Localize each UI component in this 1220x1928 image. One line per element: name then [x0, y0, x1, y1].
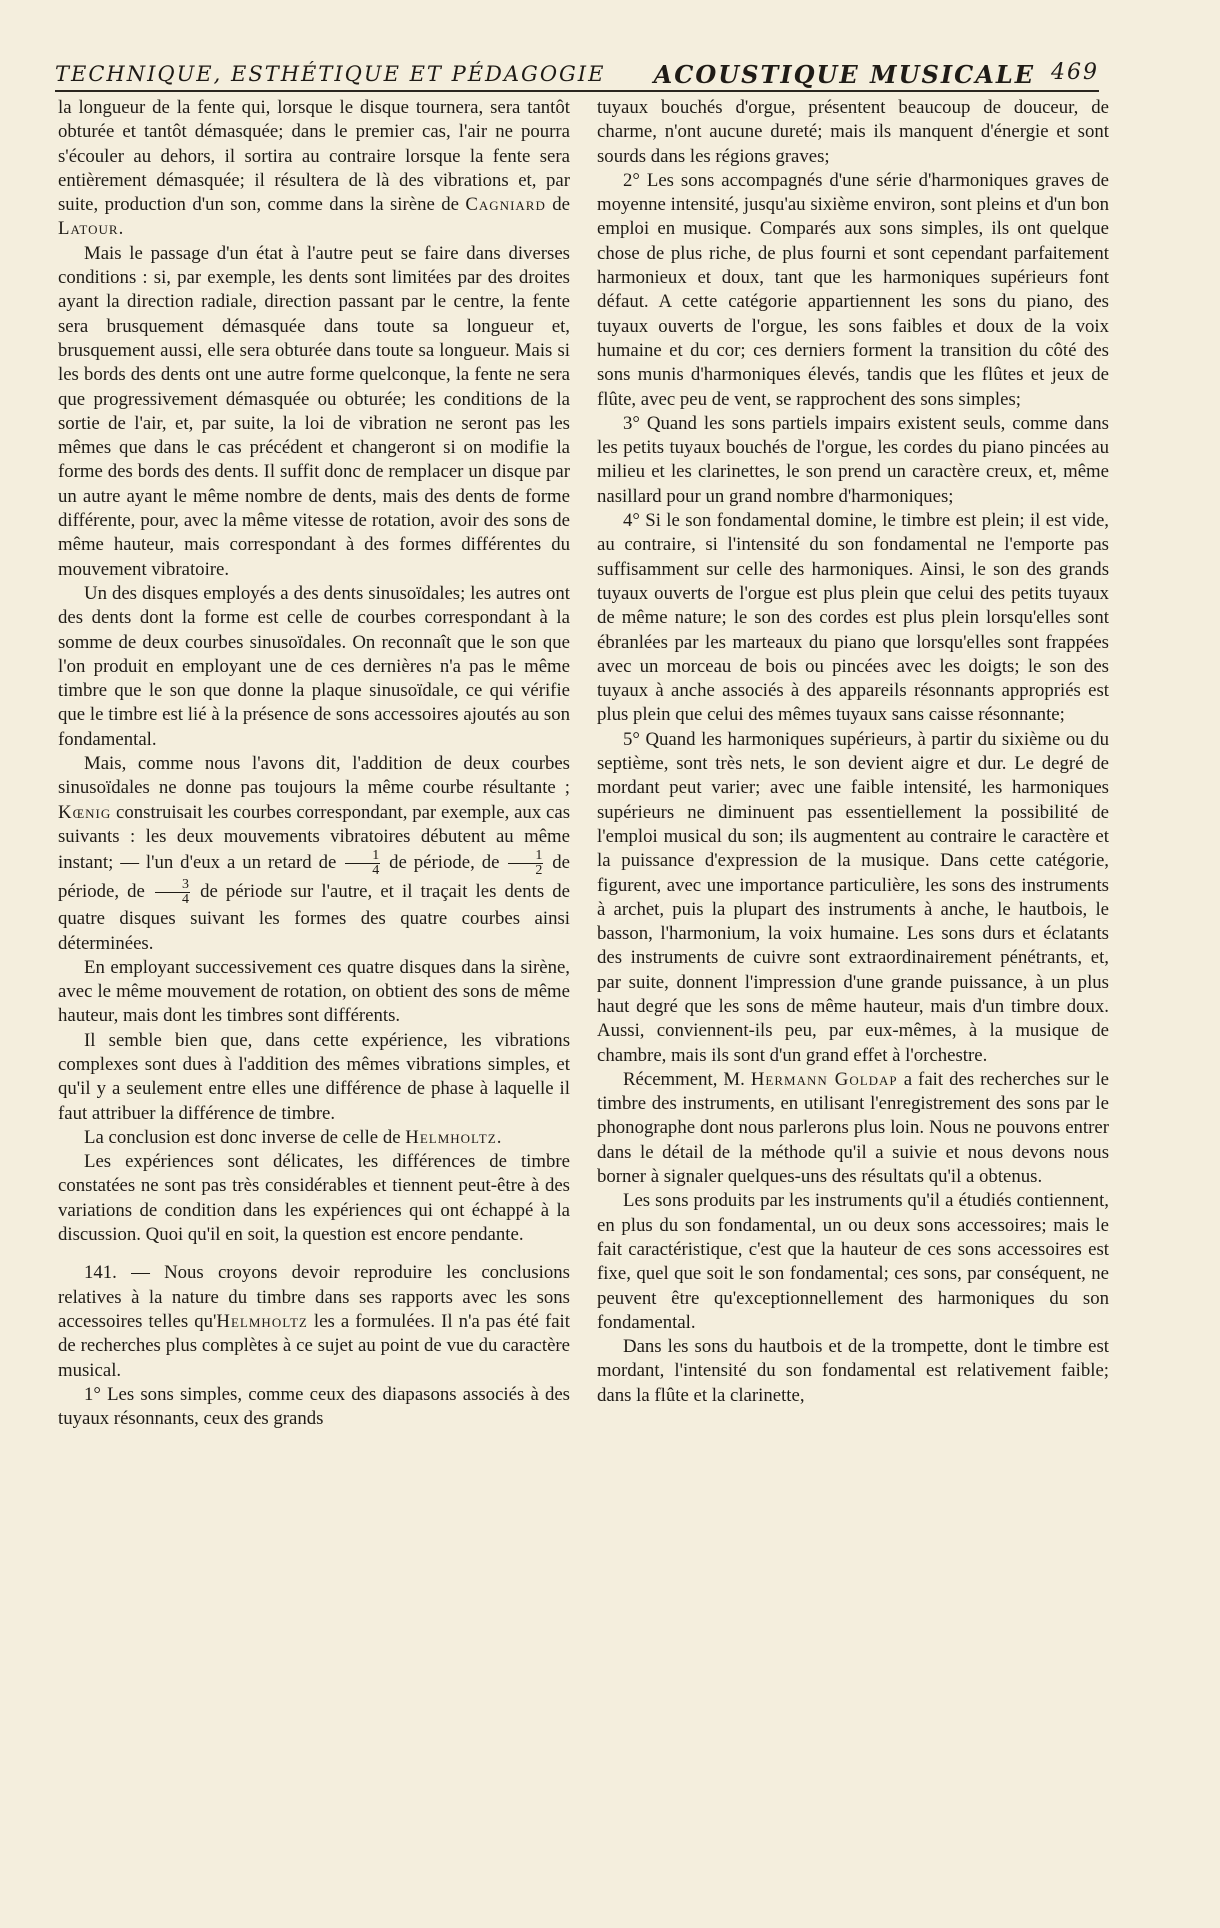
list-item: 5° Quand les harmoniques supérieurs, à partir du sixième ou du septième, sont très nets, le son devient aigre et dur. Le degré de mordant peut varier; avec une faible intensité, les harmoniques supérieurs ne diminuent pas essentiellement la possibilité de l'emploi musical du son; ils augmentent au contraire le caractère et la puissance d'expression de la musique. Dans cette catégorie, figurent, avec une importance particulière, les sons des instruments à archet, puis la plupart des instruments à anche, le hautbois, le basson, l'harmonium, la voix humaine. Les sons durs et éclatants des instruments de cuivre sont extraordinairement pénétrants, et, par suite, donnent l'impression d'une grande puissance, à un plus haut degré que les sons de même hauteur, mais d'un timbre doux. Aussi, conviennent-ils peu, par eux-mêmes, à la musique de chambre, mais ils sont d'un grand effet à l'orchestre. [597, 728, 1109, 1066]
fraction-one-half: $\frac{1}{2}$ [508, 849, 543, 878]
paragraph: Mais le passage d'un état à l'autre peut se faire dans diverses conditions : si, par exemple, les dents sont limitées par des droites ayant la direction radiale, direction passant par le centre, la fente sera brusquement démasquée dans toute sa longueur et, brusquement aussi, elle sera obturée dans toute sa longueur. Mais si les bords des dents ont une autre forme quelconque, la fente ne sera que progressivement démasquée ou obturée; les conditions de la sortie de l'air, et, par suite, la loi de vibration ne seront pas les mêmes que dans le cas précédent et changeront si on modifie la forme des bords des dents. Il suffit donc de remplacer un disque par un autre ayant le même nombre de dents, mais des dents de forme différente, pour, avec la même vitesse de rotation, avoir des sons de même hauteur, mais correspondant à des formes différentes du mouvement vibratoire. [58, 242, 570, 580]
paragraph: Dans les sons du hautbois et de la trompette, dont le timbre est mordant, l'intensité du son fondamental est relativement faible; dans la flûte et la clarinette, [597, 1336, 1109, 1406]
header-section-title: TECHNIQUE, ESTHÉTIQUE ET PÉDAGOGIE [55, 62, 606, 86]
running-header [55, 52, 1099, 92]
author-name: Hermann Goldap [750, 1068, 898, 1090]
list-item: 2° Les sons accompagnés d'une série d'harmoniques graves de moyenne intensité, jusqu'au sixième environ, sont pleins et d'un bon emploi en musique. Comparés aux sons simples, ils ont quelque chose de plus riche, de plus fourni et sont cependant parfaitement harmonieux et doux, tant que les harmoniques supérieurs font défaut. A cette catégorie appartiennent les sons du piano, des tuyaux ouverts de l'orgue, les sons faibles et doux de la voix humaine et du cor; ces derniers forment la transition du côté des sons munis d'harmoniques élevés, tandis que les flûtes et jeux de flûte, avec peu de vent, se rapprochent des sons simples; [597, 169, 1109, 410]
paragraph: Les sons produits par les instruments qu'il a étudiés contiennent, en plus du son fondamental, un ou deux sons accessoires; mais le fait caractéristique, c'est que la hauteur de ces sons accessoires est fixe, quel que soit le son fondamental; ces sons, par conséquent, ne peuvent être qu'exceptionnellement des harmoniques du son fondamental. [597, 1190, 1109, 1333]
paragraph: Mais, comme nous l'avons dit, l'addition de deux courbes sinusoïdales ne donne pas toujours la même courbe résultante ; Kœnig construisait les courbes correspondant, par exemple, aux cas suivants : les deux mouvements vibratoires débutent au même instant; — l'un d'eux a un retard de $\frac{1}{4}$ de période, de $\frac{1}{2}$ de période, de $\frac{3}{4}$ de période sur l'autre, et il traçait les dents de quatre disques suivant les formes des quatre courbes ainsi déterminées. [58, 753, 570, 954]
numbered-section-141: 141. — Nous croyons devoir reproduire les conclusions relatives à la nature du timbre dans ses rapports avec les sons accessoires telles qu'Helmholtz les a formulées. Il n'a pas été fait de recherches plus complètes à ce sujet au point de vue du caractère musical. [58, 1262, 570, 1381]
fraction-three-quarters: $\frac{3}{4}$ [155, 878, 190, 907]
paragraph: Récemment, M. Hermann Goldap a fait des recherches sur le timbre des instruments, en utilisant l'enregistrement des sons par le phonographe dont nous parlerons plus loin. Nous ne pouvons entrer dans le détail de la méthode qu'il a suivie et nous devons nous borner à signaler quelques-uns des résultats qu'il a obtenus. [597, 1068, 1109, 1188]
author-name: Latour [58, 218, 119, 240]
author-name: Helmholtz [216, 1310, 308, 1332]
list-item: 4° Si le son fondamental domine, le timbre est plein; il est vide, au contraire, si l'intensité du son fondamental ne l'emporte pas suffisamment sur celle des harmoniques. Ainsi, le son des grands tuyaux ouverts de l'orgue est plus plein que celui des petits tuyaux de même nature; le son des cordes est plus plein lorsqu'elles sont ébranlées par les marteaux du piano que lorsqu'elles sont frappées avec un morceau de bois ou pincées avec les doigts; le son des tuyaux à anche associés à des appareils résonnants appropriés est plus plein que celui des mêmes tuyaux sans caisse résonnante; [597, 510, 1109, 726]
author-name: Helmholtz [405, 1126, 497, 1148]
list-item: 3° Quand les sons partiels impairs existent seuls, comme dans les petits tuyaux bouchés de l'orgue, les cordes du piano pincées au milieu et les clarinettes, le son prend un caractère creux, et, même nasillard pour un grand nombre d'harmoniques; [597, 412, 1109, 507]
paragraph: Les expériences sont délicates, les différences de timbre constatées ne sont pas très considérables et tiennent peut-être à des variations de condition dans les expériences qui ont échappé à la discussion. Quoi qu'il en soit, la question est encore pendante. [58, 1151, 570, 1246]
fraction-one-quarter: $\frac{1}{4}$ [345, 849, 380, 878]
author-name: Kœnig [58, 801, 112, 823]
right-column [597, 96, 1109, 1408]
paragraph: tuyaux bouchés d'orgue, présentent beaucoup de douceur, de charme, n'ont aucune dureté; mais ils manquent d'énergie et sont sourds dans les régions graves; [597, 97, 1109, 167]
left-column [58, 96, 570, 1431]
paragraph: La conclusion est donc inverse de celle de Helmholtz. [84, 1126, 502, 1148]
author-name: Cagniard [465, 194, 546, 216]
header-chapter-title: ACOUSTIQUE MUSICALE [653, 60, 1035, 89]
paragraph: En employant successivement ces quatre disques dans la sirène, avec le même mouvement de rotation, on obtient des sons de même hauteur, mais dont les timbres sont différents. [58, 956, 570, 1027]
page-number: 469 [1051, 60, 1099, 85]
list-item: 1° Les sons simples, comme ceux des diapasons associés à des tuyaux résonnants, ceux des grands [58, 1383, 570, 1430]
paragraph: Un des disques employés a des dents sinusoïdales; les autres ont des dents dont la forme est celle de courbes correspondant à la somme de deux courbes sinusoïdales. On reconnaît que le son que l'on produit en employant une de ces dernières n'a pas le même timbre que le son que donne la plaque sinusoïdale, ce qui vérifie que le timbre est lié à la présence de sons accessoires ajoutés au son fondamental. [58, 582, 570, 750]
paragraph: la longueur de la fente qui, lorsque le disque tournera, sera tantôt obturée et tantôt démasquée; dans le premier cas, l'air ne pourra s'écouler au dehors, il sortira au contraire lorsque la fente sera entièrement démasquée; il résultera de là des vibrations et, par suite, production d'un son, comme dans la sirène de Cagniard de Latour. [58, 97, 570, 240]
paragraph: Il semble bien que, dans cette expérience, les vibrations complexes sont dues à l'addition des mêmes vibrations simples, et qu'il y a seulement entre elles une différence de phase à laquelle il faut attribuer la différence de timbre. [58, 1029, 570, 1124]
